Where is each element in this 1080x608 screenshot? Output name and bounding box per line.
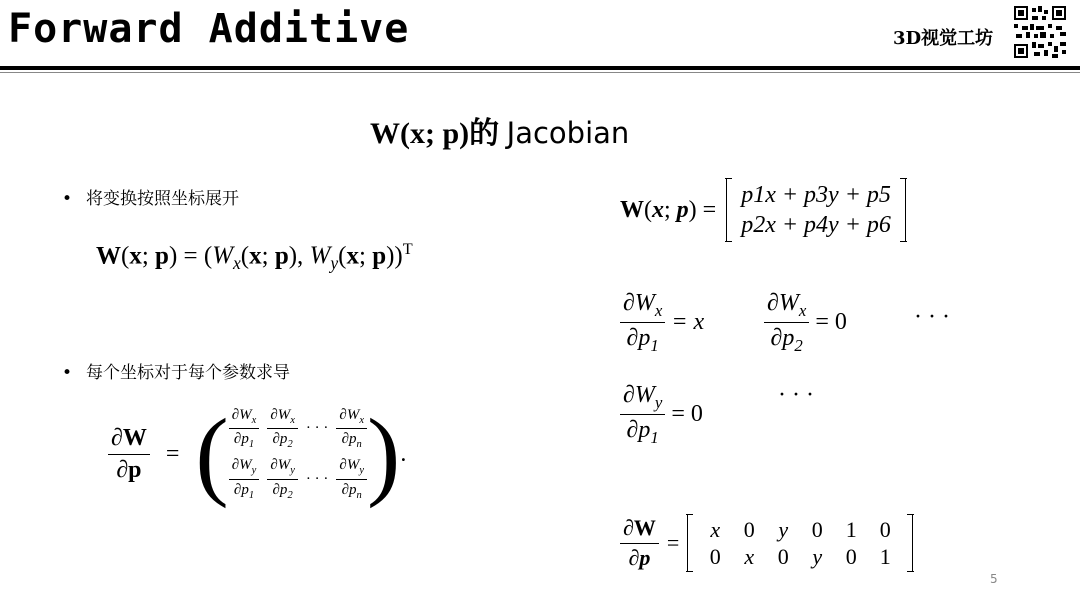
jacobian-cell: 1 — [879, 544, 891, 569]
partial-matrix-equation: $\frac{\partial W}{\partial p}$ = ( $\frac{\partial W_x}{\partial p_1}$ $\frac{\partial W_x}{\partial p_2}$ · · · $\frac{\partial W_x}{\partial p_n}$ $\frac{\partial W_y}{\partial p_1}$ $\frac{\partial W_y}{\partial p_2}$ · · · $\frac{\partial W_y}{\partial p_n}$ ) . — [108, 404, 406, 504]
heading-jacobian: Jacobian — [506, 116, 630, 150]
jacobian-cell: 0 — [879, 517, 891, 542]
jacobian-cell: 0 — [845, 544, 857, 569]
jacobian-cell: y — [812, 544, 823, 569]
partial-wx-p2-value: = 0 — [815, 309, 847, 336]
page-number: 5 — [990, 572, 998, 586]
jacobian-cell: 0 — [811, 517, 823, 542]
qr-code-icon — [1012, 4, 1068, 60]
jacobian-cell: x — [744, 544, 755, 569]
header-rule-thin — [0, 72, 1080, 73]
bullet-text: 将变换按照坐标展开 — [86, 189, 239, 209]
jacobian-cell: 0 — [743, 517, 755, 542]
jacobian-cell: 1 — [845, 517, 857, 542]
jacobian-matrix — [698, 516, 902, 570]
bullet-marker: • — [62, 363, 73, 383]
partial-wx-p2: $\frac{\partial W_x}{\partial p_2}$ = 0 — [764, 290, 847, 356]
header-rule — [0, 66, 1080, 70]
bullet-item-derivative — [62, 358, 290, 383]
jacobian-cell: 0 — [777, 544, 789, 569]
jacobian-cell: y — [778, 517, 789, 542]
brand-label: 3D视觉工坊 — [893, 28, 994, 49]
partial-wx-p1: $\frac{\partial W_x}{\partial p_1}$ = x — [620, 290, 704, 356]
partial-wy-p1-value: = 0 — [671, 401, 703, 428]
partial-wy-p1: $\frac{\partial W_y}{\partial p_1}$ = 0 — [620, 382, 703, 448]
jacobian-cell: 0 — [709, 544, 721, 569]
ellipsis-row-1: · · · — [914, 304, 950, 330]
warp-row-1: p1x + p3y + p5 — [741, 182, 891, 208]
section-heading — [370, 108, 629, 152]
bullet-text: 每个坐标对于每个参数求导 — [86, 363, 290, 383]
bullet-marker: • — [62, 189, 73, 209]
warp-row-2: p2x + p4y + p6 — [741, 212, 891, 238]
heading-formula: W(x; p)的 — [370, 117, 500, 150]
partial-wx-p1-value: = x — [671, 309, 705, 336]
jacobian-equation: $\frac{\partial W}{\partial p}$ = x 0 y 0 1 0 0 x 0 y 0 1 — [620, 514, 913, 572]
ellipsis-row-2: · · · — [778, 382, 814, 408]
expansion-equation: W(x; $p) = (W_x(x$; p), $W_y(x$; p))$^T$ — [96, 240, 413, 274]
warp-matrix-equation: W(x; p) = p1x + p3y + p5 p2x + p4y + p6 — [620, 178, 906, 242]
bullet-item-expand — [62, 184, 239, 209]
slide-title: Forward Additive — [8, 6, 410, 52]
jacobian-cell: x — [710, 517, 721, 542]
